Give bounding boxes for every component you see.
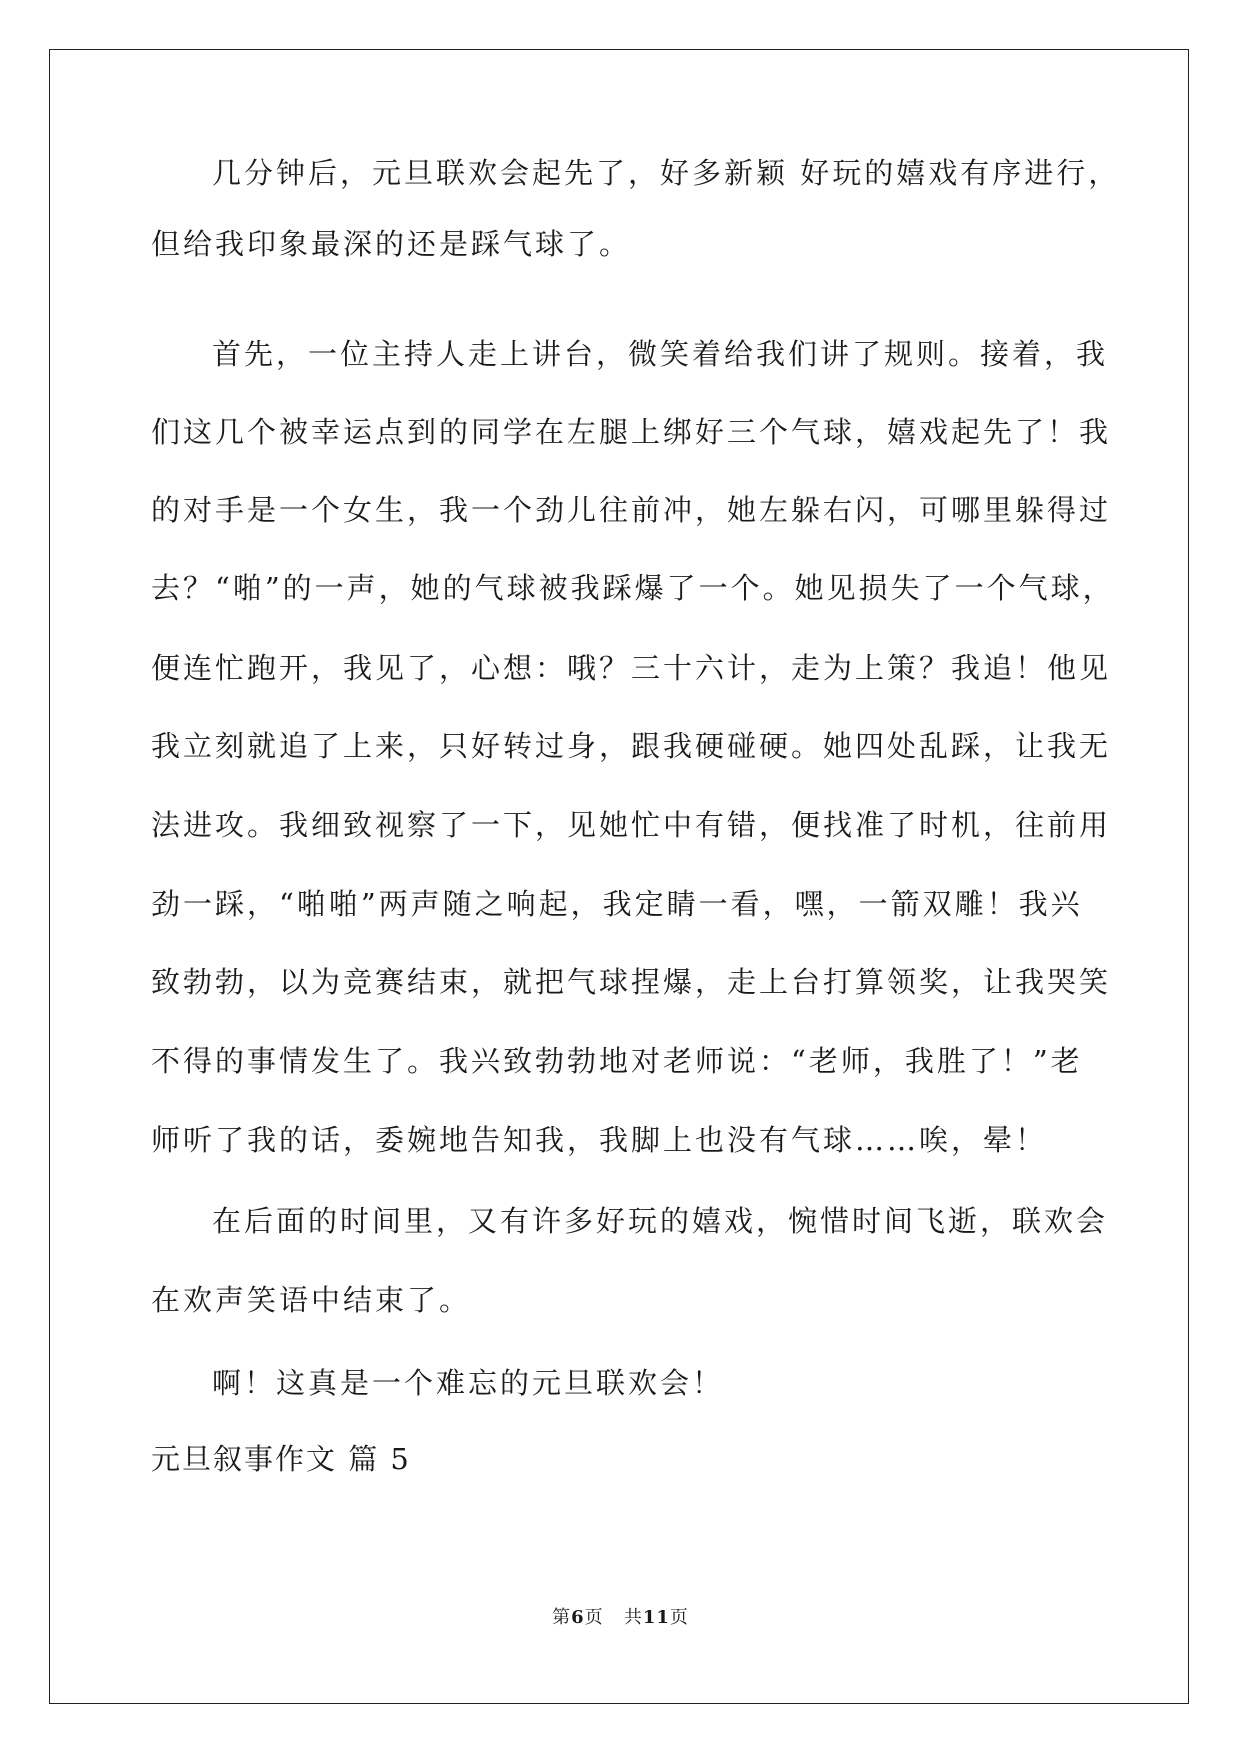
total-pages-number: 11: [642, 1607, 670, 1628]
text-line: 我立刻就追了上来，只好转过身，跟我硬碰硬。她四处乱踩，让我无: [151, 729, 1112, 763]
footer-total-suffix: 页: [669, 1607, 689, 1628]
footer-prefix: 第: [552, 1607, 572, 1628]
text-line: 便连忙跑开，我见了，心想：哦？三十六计，走为上策？我追！他见: [151, 651, 1112, 685]
text-line: 但给我印象最深的还是踩气球了。: [151, 227, 632, 261]
text-line: 在后面的时间里，又有许多好玩的嬉戏，惋惜时间飞逝，联欢会: [212, 1204, 1109, 1238]
text-line: 劲一踩，“啪啪”两声随之响起，我定睛一看，嘿，一箭双雕！我兴: [151, 887, 1083, 921]
footer-total-prefix: 共: [623, 1607, 643, 1628]
text-line: 去？“啪”的一声，她的气球被我踩爆了一个。她见损失了一个气球，: [151, 571, 1115, 605]
current-page-number: 6: [571, 1607, 585, 1628]
section-heading: 元旦叙事作文 篇 5: [151, 1442, 411, 1476]
text-line: 首先，一位主持人走上讲台，微笑着给我们讲了规则。接着，我: [212, 337, 1109, 371]
text-line: 们这几个被幸运点到的同学在左腿上绑好三个气球，嬉戏起先了！我: [151, 415, 1112, 449]
page-footer: [0, 1603, 1241, 1629]
text-line: 啊！这真是一个难忘的元旦联欢会！: [212, 1366, 725, 1400]
text-line: 师听了我的话，委婉地告知我，我脚上也没有气球……唉，晕！: [151, 1123, 1048, 1157]
text-line: 不得的事情发生了。我兴致勃勃地对老师说：“老师，我胜了！”老: [151, 1044, 1083, 1078]
text-line: 几分钟后，元旦联欢会起先了，好多新颖 好玩的嬉戏有序进行，: [212, 156, 1121, 190]
footer-page-word: 页: [584, 1607, 604, 1628]
text-line: 致勃勃，以为竞赛结束，就把气球捏爆，走上台打算领奖，让我哭笑: [151, 965, 1112, 999]
text-line: 的对手是一个女生，我一个劲儿往前冲，她左躲右闪，可哪里躲得过: [151, 493, 1112, 527]
text-line: 法进攻。我细致视察了一下，见她忙中有错，便找准了时机，往前用: [151, 808, 1112, 842]
text-line: 在欢声笑语中结束了。: [151, 1283, 472, 1317]
